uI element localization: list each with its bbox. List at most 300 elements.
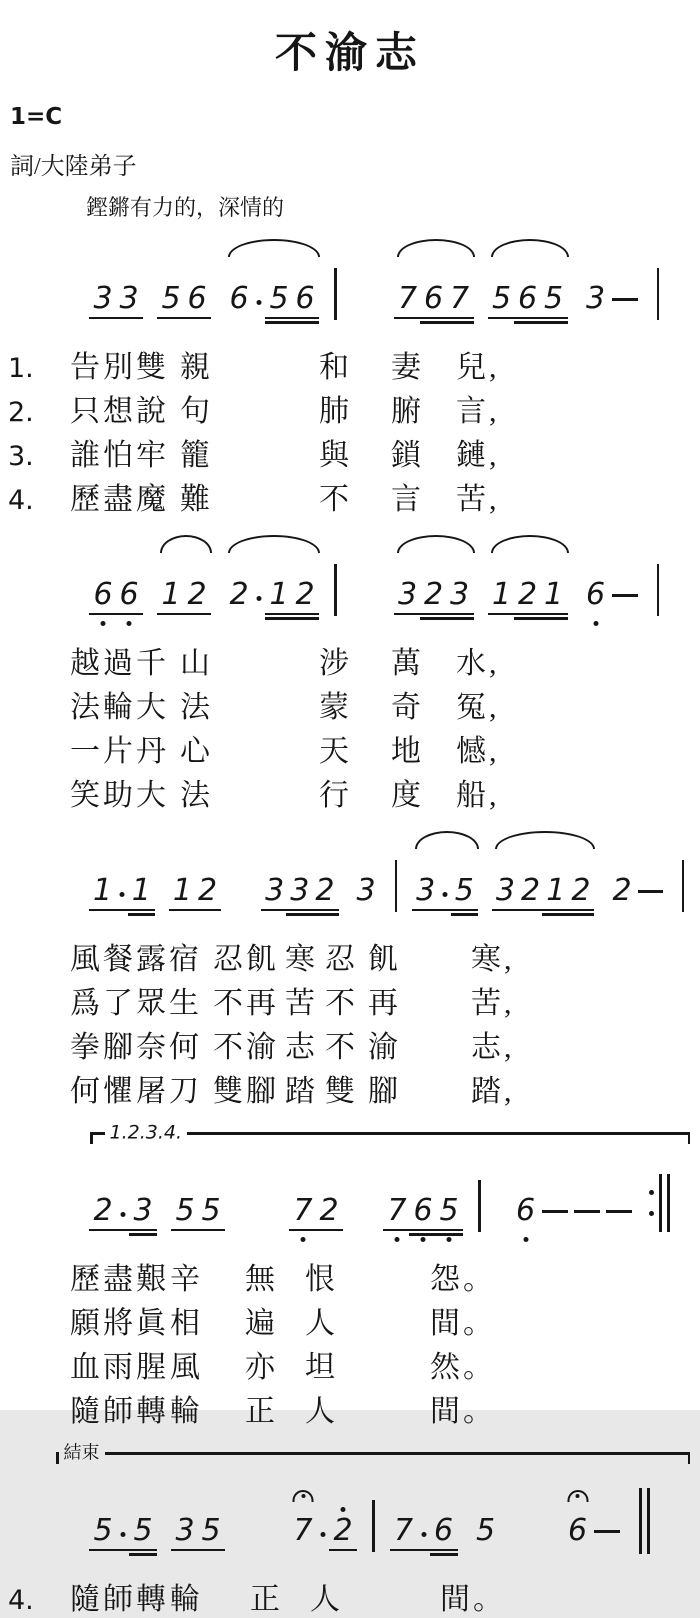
low-octave-dot bbox=[593, 621, 598, 626]
beam-line bbox=[446, 317, 474, 319]
slur-arc bbox=[397, 239, 475, 257]
lyric-cell: 言, bbox=[456, 395, 500, 428]
lyric-cell: 不再 bbox=[213, 987, 279, 1020]
digit: 7 bbox=[449, 281, 470, 316]
beam-line bbox=[420, 613, 448, 615]
digit: 3 bbox=[449, 577, 470, 612]
lyric-cell: 水, bbox=[456, 647, 500, 680]
digit: 3 bbox=[119, 281, 139, 316]
digit: 1 bbox=[491, 577, 512, 612]
lyric-cell: 不 bbox=[325, 987, 358, 1020]
beam-line bbox=[540, 321, 568, 323]
beam-line bbox=[409, 1229, 437, 1231]
note-digit bbox=[431, 1513, 457, 1548]
barline bbox=[372, 1500, 375, 1552]
music-line-2 bbox=[90, 532, 700, 632]
lyric-cell: 輪 bbox=[170, 1583, 203, 1616]
digit: 6 bbox=[433, 1513, 454, 1548]
note-digit bbox=[395, 577, 421, 612]
digit: 7 bbox=[397, 281, 418, 316]
digit: 2 bbox=[319, 1193, 339, 1228]
beam-line bbox=[129, 1549, 157, 1551]
beam-line bbox=[129, 1233, 157, 1235]
lyric-cell: 人 bbox=[305, 1395, 338, 1428]
lyric-cell: 輪 bbox=[170, 1395, 203, 1428]
lyric-cell: 法輪大 bbox=[70, 691, 169, 724]
beam-line bbox=[542, 913, 569, 915]
note-digit bbox=[410, 1193, 436, 1228]
lyric-cell: 亦 bbox=[245, 1351, 278, 1384]
note-digit bbox=[447, 577, 473, 612]
verse-number: 1. bbox=[8, 353, 34, 384]
digit: 3 bbox=[175, 1513, 195, 1548]
lyric-cell: 風 bbox=[170, 1351, 203, 1384]
beam-line bbox=[169, 909, 196, 911]
digit: 2 bbox=[521, 873, 541, 908]
note-digit bbox=[452, 873, 477, 908]
lyric-cell: 志, bbox=[471, 1031, 515, 1064]
digit: 5 bbox=[175, 1193, 195, 1228]
note-digit bbox=[198, 1193, 224, 1228]
beam-line bbox=[390, 1549, 418, 1551]
lyric-cell: 願將眞 bbox=[70, 1307, 169, 1340]
lyric-cell: 相 bbox=[170, 1307, 203, 1340]
lyric-cell: 間。 bbox=[430, 1395, 496, 1428]
beam-line bbox=[265, 617, 293, 619]
ending-bracket bbox=[56, 1442, 690, 1466]
beam-line bbox=[409, 1233, 437, 1235]
lyric-cell: 告別雙 bbox=[70, 351, 169, 384]
lyric-cell: 奇 bbox=[391, 691, 424, 724]
bracket-line bbox=[105, 1452, 688, 1455]
note-digit bbox=[266, 577, 292, 612]
lyric-cell: 苦, bbox=[471, 987, 515, 1020]
tempo-marking: 鏗鏘有力的，深情的 bbox=[86, 195, 285, 220]
lyric-cell: 爲了眾生 bbox=[70, 987, 202, 1020]
lyric-cell: 何懼屠刀 bbox=[70, 1075, 202, 1108]
digit: 6 bbox=[295, 281, 315, 316]
beam-line bbox=[488, 613, 516, 615]
lyric-row bbox=[8, 1342, 700, 1386]
beam-line bbox=[329, 1549, 357, 1551]
bracket-right-hook bbox=[688, 1452, 691, 1464]
beam-line bbox=[420, 317, 448, 319]
lyric-cell: 飢 bbox=[368, 943, 401, 976]
digit: 6 bbox=[567, 1513, 588, 1548]
note-digit bbox=[330, 1513, 356, 1548]
note-digit bbox=[116, 281, 142, 316]
music-line-5 bbox=[90, 1468, 700, 1568]
beam-line bbox=[567, 909, 594, 911]
beam-line bbox=[540, 617, 568, 619]
dot-separator bbox=[115, 876, 129, 906]
lyric-cell: 不渝 bbox=[213, 1031, 279, 1064]
lyrics-credit: 詞/大陸弟子 bbox=[10, 154, 137, 180]
low-octave-dot bbox=[301, 1237, 306, 1242]
digit: 3 bbox=[356, 873, 376, 908]
digit: 2 bbox=[423, 577, 444, 612]
note-digit bbox=[90, 1513, 116, 1548]
beam-line bbox=[89, 909, 116, 911]
repeat-barline bbox=[649, 1174, 670, 1232]
note-digit bbox=[489, 577, 515, 612]
digit: 1 bbox=[93, 873, 113, 908]
beam-line bbox=[291, 317, 319, 319]
verse-number: 3. bbox=[8, 441, 34, 472]
beam-line bbox=[183, 317, 211, 319]
beam-line bbox=[446, 321, 474, 323]
lyric-row bbox=[8, 1022, 700, 1066]
note-digit bbox=[90, 1193, 116, 1228]
note-digit bbox=[316, 1193, 342, 1228]
lyric-cell: 雙腳 bbox=[213, 1075, 279, 1108]
lyric-row bbox=[8, 770, 700, 814]
beam-line bbox=[115, 613, 143, 615]
note-digit bbox=[287, 873, 312, 908]
lyric-cell: 涉 bbox=[319, 647, 352, 680]
note-digit bbox=[568, 873, 593, 908]
digit: 1 bbox=[172, 873, 192, 908]
lyric-row bbox=[8, 430, 700, 474]
note-digit bbox=[158, 281, 184, 316]
digit: 3 bbox=[93, 281, 113, 316]
note-digit bbox=[262, 873, 287, 908]
lyric-cell: 腳 bbox=[368, 1075, 401, 1108]
music-line-3 bbox=[90, 828, 700, 928]
verse-number: 4. bbox=[8, 485, 34, 516]
repeat-dots bbox=[649, 1186, 654, 1220]
beam-line bbox=[430, 1549, 458, 1551]
lyric-cell: 言 bbox=[391, 483, 424, 516]
digit: 3 bbox=[265, 873, 285, 908]
beam-line bbox=[261, 909, 288, 911]
note-digit bbox=[130, 1193, 156, 1228]
lyric-cell: 寒 bbox=[285, 943, 318, 976]
beam-line bbox=[430, 1553, 458, 1555]
low-octave-dot bbox=[395, 1237, 400, 1242]
lyric-cell: 隨師轉 bbox=[70, 1395, 169, 1428]
slur-arc bbox=[160, 535, 212, 553]
beam-line bbox=[514, 617, 542, 619]
dot-separator bbox=[116, 1516, 130, 1546]
note-digit bbox=[130, 1513, 156, 1548]
barline bbox=[657, 268, 660, 320]
fermata-icon bbox=[293, 1490, 314, 1502]
beam-line bbox=[128, 909, 155, 911]
lyrics-block-4 bbox=[8, 1254, 700, 1430]
beam-line bbox=[115, 317, 143, 319]
digit: 2 bbox=[571, 873, 591, 908]
dash-note bbox=[539, 1196, 571, 1226]
lyric-cell: 寒, bbox=[471, 943, 515, 976]
note-digit bbox=[447, 281, 473, 316]
beam-line bbox=[492, 909, 519, 911]
barline bbox=[682, 860, 684, 912]
beam-line bbox=[446, 617, 474, 619]
note-digit bbox=[226, 281, 252, 316]
digit: 3 bbox=[585, 281, 606, 316]
beam-line bbox=[394, 613, 422, 615]
note-digit bbox=[226, 577, 252, 612]
lyric-cell: 肺 bbox=[319, 395, 352, 428]
lyric-cell: 歷盡魔 bbox=[70, 483, 169, 516]
low-octave-dot bbox=[101, 621, 106, 626]
lyric-cell: 血雨腥 bbox=[70, 1351, 169, 1384]
beam-line bbox=[451, 913, 478, 915]
music-line-4 bbox=[90, 1148, 700, 1248]
slur-arc bbox=[228, 535, 320, 553]
lyric-row bbox=[8, 682, 700, 726]
lyrics-block-5 bbox=[8, 1574, 700, 1618]
dash-note bbox=[603, 1196, 635, 1226]
lyric-cell: 萬 bbox=[391, 647, 424, 680]
digit: 6 bbox=[413, 1193, 433, 1228]
lyric-cell: 拳腳奈何 bbox=[70, 1031, 202, 1064]
lyric-cell: 難 bbox=[180, 483, 213, 516]
note-digit bbox=[493, 873, 518, 908]
lyrics-block-2 bbox=[8, 638, 700, 814]
beam-line bbox=[420, 617, 448, 619]
dash-note bbox=[609, 284, 641, 314]
digit: 3 bbox=[133, 1193, 153, 1228]
music-line-1 bbox=[90, 236, 700, 336]
lyric-cell: 忍飢 bbox=[213, 943, 279, 976]
lyric-row bbox=[8, 1254, 700, 1298]
lyric-cell: 誰怕牢 bbox=[70, 439, 169, 472]
lyric-cell: 忍 bbox=[325, 943, 358, 976]
lyric-cell: 蒙 bbox=[319, 691, 352, 724]
volta-label: 1.2.3.4. bbox=[109, 1121, 183, 1144]
beam-line bbox=[451, 909, 478, 911]
slur-arc bbox=[415, 831, 479, 849]
beam-line bbox=[171, 1549, 199, 1551]
lyric-cell: 行 bbox=[319, 779, 352, 812]
dot-separator bbox=[252, 580, 266, 610]
lyric-cell: 一片丹 bbox=[70, 735, 169, 768]
dot-separator bbox=[116, 1196, 130, 1226]
beam-line bbox=[412, 909, 439, 911]
lyric-cell: 隨師轉 bbox=[70, 1583, 169, 1616]
lyric-cell: 冤, bbox=[456, 691, 500, 724]
digit: 6 bbox=[517, 281, 538, 316]
note-digit bbox=[421, 281, 447, 316]
digit: 1 bbox=[161, 577, 181, 612]
note-digit bbox=[129, 873, 154, 908]
digit: 2 bbox=[187, 577, 207, 612]
digit: 5 bbox=[201, 1193, 221, 1228]
beam-line bbox=[194, 909, 221, 911]
bracket-line bbox=[187, 1132, 687, 1135]
lyric-cell: 籠 bbox=[180, 439, 213, 472]
note-digit bbox=[184, 577, 210, 612]
low-octave-dot bbox=[127, 621, 132, 626]
note-digit bbox=[290, 1513, 316, 1548]
beam-line bbox=[446, 613, 474, 615]
beam-line bbox=[311, 909, 338, 911]
lyric-cell: 天 bbox=[319, 735, 352, 768]
lyrics-block-1 bbox=[8, 342, 700, 518]
lyric-cell: 再 bbox=[368, 987, 401, 1020]
beam-line bbox=[286, 909, 313, 911]
beam-line bbox=[517, 909, 544, 911]
note-digit bbox=[90, 281, 116, 316]
digit: 1 bbox=[269, 577, 289, 612]
dash-note bbox=[571, 1196, 603, 1226]
dot-separator bbox=[417, 1516, 431, 1546]
digit: 2 bbox=[229, 577, 249, 612]
low-octave-dot bbox=[523, 1237, 528, 1242]
lyric-cell: 人 bbox=[305, 1307, 338, 1340]
digit: 2 bbox=[315, 873, 335, 908]
digit: 6 bbox=[229, 281, 249, 316]
digit: 5 bbox=[475, 1513, 496, 1548]
lyric-cell: 人 bbox=[310, 1583, 343, 1616]
beam-line bbox=[289, 1229, 317, 1231]
note-digit bbox=[436, 1193, 462, 1228]
lyric-cell: 和 bbox=[319, 351, 352, 384]
lyric-cell: 越過千 bbox=[70, 647, 169, 680]
lyric-cell: 間。 bbox=[430, 1307, 496, 1340]
lyric-cell: 句 bbox=[180, 395, 213, 428]
digit: 3 bbox=[495, 873, 515, 908]
lyric-cell: 鎖 bbox=[391, 439, 424, 472]
verse-number: 2. bbox=[8, 397, 34, 428]
lyric-cell: 風餐露宿 bbox=[70, 943, 202, 976]
lyric-cell: 法 bbox=[180, 779, 213, 812]
lyric-row bbox=[8, 1066, 700, 1110]
lyric-cell: 法 bbox=[180, 691, 213, 724]
ending-label: 結束 bbox=[63, 1442, 100, 1463]
digit: 2 bbox=[197, 873, 218, 908]
barline bbox=[395, 860, 397, 912]
slur-arc bbox=[491, 239, 569, 257]
beam-line bbox=[315, 1229, 343, 1231]
digit: 5 bbox=[454, 873, 474, 908]
digit: 6 bbox=[423, 281, 444, 316]
lyric-cell: 恨 bbox=[305, 1263, 338, 1296]
barline bbox=[657, 564, 660, 616]
lyric-cell: 然。 bbox=[430, 1351, 496, 1384]
song-title: 不渝志 bbox=[274, 31, 425, 77]
slur-arc bbox=[491, 535, 569, 553]
final-barline bbox=[639, 1488, 650, 1554]
beam-line bbox=[291, 613, 319, 615]
beam-line bbox=[514, 317, 542, 319]
note-digit bbox=[518, 873, 543, 908]
lyric-cell: 只想說 bbox=[70, 395, 169, 428]
beam-line bbox=[183, 613, 211, 615]
dash-note bbox=[591, 1516, 623, 1546]
beam-line bbox=[265, 317, 293, 319]
beam-line bbox=[89, 1229, 117, 1231]
note-digit bbox=[541, 577, 567, 612]
lyric-cell: 憾, bbox=[456, 735, 500, 768]
note-digit bbox=[198, 1513, 224, 1548]
beam-line bbox=[514, 613, 542, 615]
note-digit bbox=[543, 873, 568, 908]
barline bbox=[478, 1180, 481, 1232]
beam-line bbox=[540, 613, 568, 615]
digit: 5 bbox=[133, 1513, 153, 1548]
lyric-cell: 踏, bbox=[471, 1075, 515, 1108]
beam-line bbox=[128, 913, 155, 915]
lyric-row bbox=[8, 1298, 700, 1342]
digit: 7 bbox=[293, 1193, 313, 1228]
beam-line bbox=[89, 1549, 117, 1551]
note-digit bbox=[395, 281, 421, 316]
lyric-cell: 妻 bbox=[391, 351, 424, 384]
lyric-cell: 辛 bbox=[170, 1263, 203, 1296]
lyric-cell: 坦 bbox=[305, 1351, 338, 1384]
dash-note bbox=[635, 876, 666, 906]
digit: 3 bbox=[416, 873, 436, 908]
key-signature: 1=C bbox=[10, 104, 63, 130]
note-digit bbox=[413, 873, 438, 908]
note-digit bbox=[583, 577, 609, 612]
note-digit bbox=[354, 873, 379, 908]
lyric-cell: 與 bbox=[319, 439, 352, 472]
lyric-cell: 踏 bbox=[285, 1075, 318, 1108]
beam-line bbox=[157, 613, 185, 615]
note-digit bbox=[172, 1513, 198, 1548]
lyric-cell: 不 bbox=[319, 483, 352, 516]
dot-separator bbox=[438, 876, 452, 906]
note-digit bbox=[195, 873, 220, 908]
note-digit bbox=[292, 577, 318, 612]
note-digit bbox=[292, 281, 318, 316]
beam-line bbox=[286, 913, 313, 915]
note-digit bbox=[312, 873, 337, 908]
note-digit bbox=[515, 281, 541, 316]
beam-line bbox=[420, 321, 448, 323]
digit: 5 bbox=[161, 281, 181, 316]
digit: 2 bbox=[295, 577, 315, 612]
digit: 7 bbox=[387, 1193, 407, 1228]
note-digit bbox=[473, 1513, 499, 1548]
note-digit bbox=[116, 577, 142, 612]
lyric-cell: 苦 bbox=[285, 987, 318, 1020]
lyric-cell: 歷盡艱 bbox=[70, 1263, 169, 1296]
lyric-cell: 腑 bbox=[391, 395, 424, 428]
lyric-row bbox=[8, 978, 700, 1022]
digit: 7 bbox=[393, 1513, 414, 1548]
dot-separator bbox=[316, 1516, 330, 1546]
beam-line bbox=[540, 317, 568, 319]
note-digit bbox=[90, 873, 115, 908]
lyric-row bbox=[8, 638, 700, 682]
lyric-row bbox=[8, 474, 700, 518]
note-digit bbox=[90, 577, 116, 612]
note-digit bbox=[421, 577, 447, 612]
beam-line bbox=[291, 321, 319, 323]
dot-separator bbox=[252, 284, 266, 314]
beam-line bbox=[488, 317, 516, 319]
lyric-cell: 山 bbox=[180, 647, 213, 680]
digit: 3 bbox=[290, 873, 310, 908]
digit: 1 bbox=[131, 873, 151, 908]
beam-line bbox=[291, 617, 319, 619]
lyric-row bbox=[8, 1574, 700, 1618]
lyric-row bbox=[8, 726, 700, 770]
lyric-cell: 地 bbox=[391, 735, 424, 768]
beam-line bbox=[435, 1233, 463, 1235]
lyric-cell: 間。 bbox=[440, 1583, 506, 1616]
beam-line bbox=[383, 1229, 411, 1231]
beam-line bbox=[311, 913, 338, 915]
digit: 5 bbox=[93, 1513, 113, 1548]
beam-line bbox=[89, 613, 117, 615]
slur-arc bbox=[228, 239, 320, 257]
